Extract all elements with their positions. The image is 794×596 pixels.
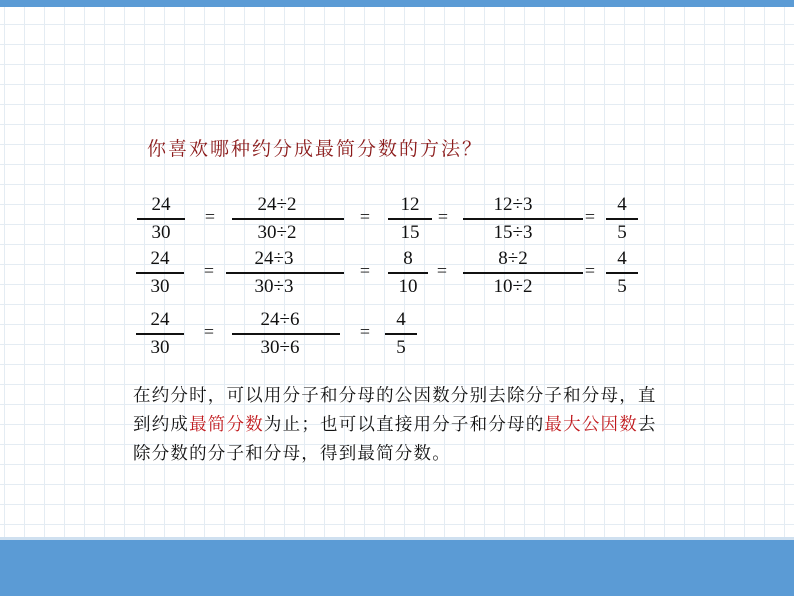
- equals-sign: =: [359, 260, 371, 281]
- fraction-bar: [606, 218, 638, 220]
- equals-sign: =: [203, 260, 215, 281]
- fraction-bar: [136, 333, 184, 335]
- numerator: 4: [617, 194, 627, 215]
- fraction-bar: [226, 272, 344, 274]
- denominator: 5: [617, 222, 627, 243]
- equals-sign: =: [359, 206, 371, 227]
- numerator: 4: [396, 309, 406, 330]
- highlight-simplest-fraction: 最简分数: [189, 415, 264, 435]
- denominator: 30: [151, 222, 171, 243]
- denominator: 30÷2: [257, 222, 297, 243]
- denominator: 30÷6: [260, 337, 300, 358]
- denominator: 30: [150, 276, 170, 297]
- paragraph-text: 在约分时，可以用分子和分母的公因数分别去除分子和分母，直到约成: [133, 386, 657, 435]
- denominator: 30÷3: [254, 276, 294, 297]
- fraction-bar: [232, 218, 344, 220]
- denominator: 5: [617, 276, 627, 297]
- equals-sign: =: [437, 206, 449, 227]
- numerator: 4: [617, 248, 627, 269]
- paragraph-text: 去除分数的分子和分母，得到最简分数。: [133, 415, 657, 464]
- denominator: 5: [396, 337, 406, 358]
- denominator: 15: [400, 222, 420, 243]
- question-heading: 你喜欢哪种约分成最简分数的方法？: [147, 138, 484, 160]
- numerator: 12: [400, 194, 420, 215]
- numerator: 12÷3: [493, 194, 533, 215]
- fraction-bar: [388, 272, 428, 274]
- equals-sign: =: [584, 206, 596, 227]
- explanation-paragraph: [133, 382, 673, 469]
- fraction-bar: [136, 272, 184, 274]
- equals-sign: =: [584, 260, 596, 281]
- numerator: 24÷3: [254, 248, 294, 269]
- fraction-bar: [385, 333, 417, 335]
- numerator: 24: [151, 194, 171, 215]
- denominator: 30: [150, 337, 170, 358]
- numerator: 24: [150, 248, 170, 269]
- fraction-bar: [137, 218, 185, 220]
- equals-sign: =: [359, 321, 371, 342]
- numerator: 8: [403, 248, 413, 269]
- numerator: 8÷2: [498, 248, 528, 269]
- fraction-bar: [606, 272, 638, 274]
- fraction-bar: [388, 218, 432, 220]
- equals-sign: =: [204, 206, 216, 227]
- paragraph-text: 为止；也可以直接用分子和分母的: [263, 415, 545, 435]
- fraction-bar: [463, 218, 583, 220]
- denominator: 15÷3: [493, 222, 533, 243]
- bottom-accent-bar: [0, 540, 794, 596]
- highlight-greatest-common-factor: 最大公因数: [544, 415, 638, 435]
- numerator: 24: [150, 309, 170, 330]
- numerator: 24÷2: [257, 194, 297, 215]
- equals-sign: =: [436, 260, 448, 281]
- denominator: 10÷2: [493, 276, 533, 297]
- numerator: 24÷6: [260, 309, 300, 330]
- top-accent-bar: [0, 0, 794, 7]
- equals-sign: =: [203, 321, 215, 342]
- denominator: 10: [398, 276, 418, 297]
- fraction-bar: [463, 272, 583, 274]
- fraction-bar: [232, 333, 340, 335]
